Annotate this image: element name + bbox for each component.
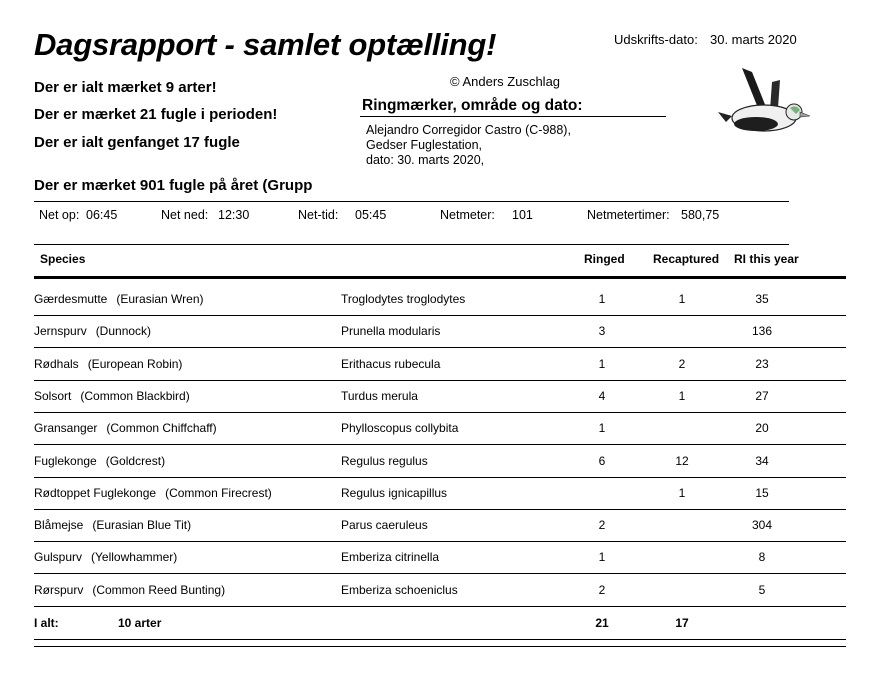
species-name (34, 454, 165, 468)
header-ri-this-year: RI this year (734, 252, 799, 266)
net-ned-label: Net ned: (161, 208, 209, 222)
recaptured-count: 1 (678, 486, 686, 500)
ringer-heading: Ringmærker, område og dato: (362, 97, 583, 114)
row-rule (34, 509, 846, 510)
species-name (34, 292, 204, 306)
species-latin-name: Turdus merula (341, 389, 418, 403)
header-ringed: Ringed (584, 252, 625, 266)
ringer-name: Alejandro Corregidor Castro (C-988), (366, 123, 571, 137)
species-name (34, 550, 177, 564)
netmeter-label: Netmeter: (440, 208, 495, 222)
species-latin-name: Parus caeruleus (341, 518, 428, 532)
species-english-name: (Goldcrest) (105, 454, 166, 468)
ringer-date: dato: 30. marts 2020, (366, 153, 485, 167)
ringed-count: 2 (598, 583, 606, 597)
species-name (34, 389, 190, 403)
row-rule (34, 573, 846, 574)
species-english-name: (Yellowhammer) (91, 550, 178, 564)
row-rule (34, 412, 846, 413)
ri-this-year-count: 35 (755, 292, 769, 306)
ri-this-year-count: 5 (758, 583, 766, 597)
ringed-count: 2 (598, 518, 606, 532)
print-date: 30. marts 2020 (710, 32, 797, 47)
netmetertimer-value: 580,75 (681, 208, 720, 222)
ringed-count: 3 (598, 324, 606, 338)
net-top-rule (34, 201, 789, 202)
net-ned-value: 12:30 (218, 208, 250, 222)
net-bottom-rule (34, 244, 789, 245)
species-english-name: (Eurasian Blue Tit) (92, 518, 192, 532)
row-rule (34, 347, 846, 348)
total-ringed: 21 (595, 616, 609, 630)
ri-this-year-count: 34 (755, 454, 769, 468)
totals-rule (34, 646, 846, 647)
species-name (34, 357, 182, 371)
total-recaptured: 17 (675, 616, 689, 630)
species-name (34, 324, 151, 338)
species-name (34, 486, 272, 500)
species-latin-name: Erithacus rubecula (341, 357, 441, 371)
ri-this-year-count: 136 (751, 324, 773, 338)
species-latin-name: Troglodytes troglodytes (341, 292, 466, 306)
ringer-station: Gedser Fuglestation, (366, 138, 483, 152)
species-danish-name: Fuglekonge (34, 454, 97, 468)
ri-this-year-count: 20 (755, 421, 769, 435)
species-danish-name: Gærdesmutte (34, 292, 108, 306)
row-rule (34, 315, 846, 316)
total-species-count: 10 arter (118, 616, 162, 630)
summary-recaptured-count: Der er ialt genfanget 17 fugle (34, 134, 240, 151)
species-english-name: (Dunnock) (95, 324, 152, 338)
eider-duck-illustration (712, 66, 812, 142)
species-english-name: (Common Reed Bunting) (92, 583, 226, 597)
species-english-name: (Common Firecrest) (165, 486, 272, 500)
ringed-count: 1 (598, 421, 606, 435)
print-date-label: Udskrifts-dato: (614, 32, 698, 47)
net-op-label: Net op: (39, 208, 80, 222)
ri-this-year-count: 23 (755, 357, 769, 371)
netmeter-value: 101 (512, 208, 533, 222)
table-header-rule (34, 276, 846, 279)
species-english-name: (European Robin) (87, 357, 183, 371)
ri-this-year-count: 8 (758, 550, 766, 564)
row-rule (34, 606, 846, 607)
species-danish-name: Gulspurv (34, 550, 83, 564)
ringed-count: 1 (598, 292, 606, 306)
ri-this-year-count: 15 (755, 486, 769, 500)
total-label: I alt: (34, 616, 59, 630)
row-rule (34, 444, 846, 445)
summary-species-count: Der er ialt mærket 9 arter! (34, 79, 217, 96)
species-name (34, 583, 225, 597)
ringed-count: 1 (598, 357, 606, 371)
row-rule (34, 477, 846, 478)
ringed-count: 6 (598, 454, 606, 468)
species-latin-name: Regulus regulus (341, 454, 428, 468)
net-op-value: 06:45 (86, 208, 118, 222)
recaptured-count: 1 (678, 292, 686, 306)
species-danish-name: Rørspurv (34, 583, 84, 597)
species-english-name: (Eurasian Wren) (116, 292, 204, 306)
totals-rule (34, 639, 846, 640)
header-recaptured: Recaptured (653, 252, 720, 266)
species-latin-name: Phylloscopus collybita (341, 421, 459, 435)
row-rule (34, 541, 846, 542)
recaptured-count: 2 (678, 357, 686, 371)
summary-year-count: Der er mærket 901 fugle på året (Grupp (34, 177, 313, 194)
header-species: Species (40, 252, 86, 266)
species-name (34, 518, 191, 532)
ri-this-year-count: 304 (751, 518, 773, 532)
species-danish-name: Solsort (34, 389, 72, 403)
species-latin-name: Emberiza citrinella (341, 550, 440, 564)
recaptured-count: 12 (675, 454, 689, 468)
species-danish-name: Rødhals (34, 357, 79, 371)
species-danish-name: Gransanger (34, 421, 98, 435)
ri-this-year-count: 27 (755, 389, 769, 403)
net-tid-value: 05:45 (355, 208, 387, 222)
ringed-count: 1 (598, 550, 606, 564)
net-tid-label: Net-tid: (298, 208, 339, 222)
species-latin-name: Emberiza schoeniclus (341, 583, 458, 597)
species-latin-name: Regulus ignicapillus (341, 486, 448, 500)
species-latin-name: Prunella modularis (341, 324, 441, 338)
recaptured-count: 1 (678, 389, 686, 403)
copyright-text: © Anders Zuschlag (450, 74, 561, 89)
summary-ringed-count: Der er mærket 21 fugle i perioden! (34, 106, 278, 123)
page-title: Dagsrapport - samlet optælling! (34, 27, 497, 62)
species-english-name: (Common Blackbird) (80, 389, 190, 403)
netmetertimer-label: Netmetertimer: (587, 208, 670, 222)
ringer-heading-rule (360, 116, 666, 117)
row-rule (34, 380, 846, 381)
ringed-count: 4 (598, 389, 606, 403)
species-name (34, 421, 217, 435)
species-danish-name: Blåmejse (34, 518, 84, 532)
species-english-name: (Common Chiffchaff) (106, 421, 217, 435)
species-danish-name: Jernspurv (34, 324, 87, 338)
species-danish-name: Rødtoppet Fuglekonge (34, 486, 157, 500)
